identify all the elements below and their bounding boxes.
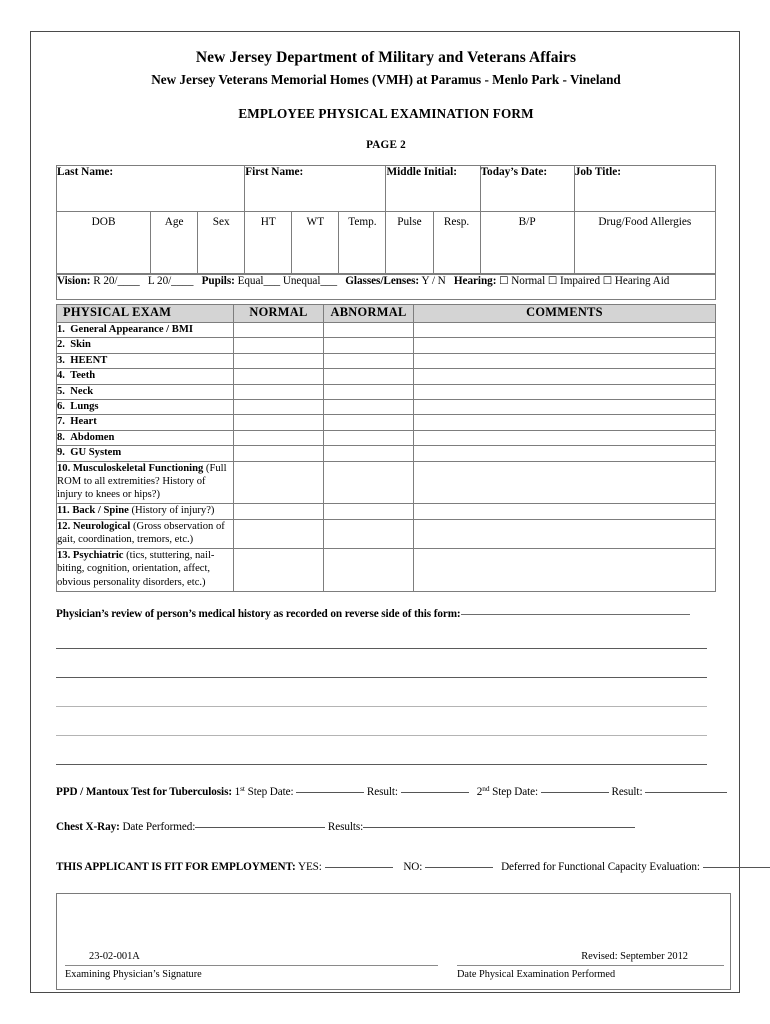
exam-row-label [57,430,234,445]
review-blank-line-5[interactable] [56,736,707,765]
fitness-no-input[interactable] [425,857,493,868]
exam-cell-abnormal[interactable] [324,504,414,519]
vision-right-value[interactable]: R 20/____ [93,275,140,287]
exam-cell-abnormal[interactable] [324,384,414,399]
exam-cell-comments[interactable] [414,353,716,368]
table-row [57,323,716,338]
exam-col-comments: COMMENTS [414,305,716,323]
exam-row-number: 11. [57,505,73,517]
exam-cell-comments[interactable] [414,415,716,430]
exam-row-name: Abdomen [70,431,115,443]
ppd-test-row [56,782,716,798]
exam-cell-normal[interactable] [234,338,324,353]
ppd-title: PPD / Mantoux Test for Tuberculosis: [56,786,232,799]
exam-cell-comments[interactable] [414,369,716,384]
exam-row-number: 13. [57,550,73,562]
vision-left-value[interactable]: L 20/____ [147,275,194,287]
exam-row-note: (Full ROM to all extremities? History of injury to knees or hips?) [57,462,227,500]
table-row [57,384,716,399]
exam-cell-normal[interactable] [234,415,324,430]
vitals-cell-sex[interactable]: Sex [198,212,245,274]
xray-results-input[interactable] [363,817,635,828]
first-name-field[interactable]: First Name: [245,166,386,212]
ppd-step1-label: 1st Step Date: [234,784,294,799]
exam-row-name: Back / Spine [72,505,129,517]
table-row [57,461,716,504]
ppd-result2-label: Result: [611,786,643,799]
exam-cell-normal[interactable] [234,549,324,592]
vitals-cell-pulse[interactable]: Pulse [386,212,433,274]
exam-row-name: General Appearance / BMI [70,324,193,335]
exam-row-name: Skin [70,339,91,351]
exam-cell-normal[interactable] [234,399,324,414]
exam-cell-abnormal[interactable] [324,430,414,445]
ppd-result1-label: Result: [366,786,398,799]
exam-col-label: PHYSICAL EXAM [57,305,234,323]
vision-label: Vision: [57,275,91,287]
exam-row-number: 10. [57,462,73,474]
review-blank-line-1[interactable] [56,620,707,649]
xray-title: Chest X-Ray: [56,821,120,834]
pupils-unequal-value[interactable]: Unequal___ [282,275,338,287]
hearing-normal-checkbox[interactable]: ☐ [499,275,509,287]
exam-cell-normal[interactable] [234,323,324,338]
exam-cell-abnormal[interactable] [324,446,414,461]
physician-review-label: Physician’s review of person’s medical history as recorded on reverse side of this form: [56,608,461,621]
exam-cell-normal[interactable] [234,430,324,445]
ppd-step2-date-input[interactable] [541,782,609,793]
table-row [57,504,716,519]
ppd-result1-input[interactable] [401,782,469,793]
exam-cell-normal[interactable] [234,353,324,368]
vitals-cell-allergies[interactable]: Drug/Food Allergies [574,212,715,274]
exam-row-label [57,369,234,384]
form-title: EMPLOYEE PHYSICAL EXAMINATION FORM [238,106,534,121]
exam-row-number: 6. [57,400,71,412]
exam-row-label [57,519,234,549]
fitness-yes-input[interactable] [325,857,393,868]
exam-row-number: 7. [57,416,71,428]
exam-cell-abnormal[interactable] [324,519,414,549]
vitals-cell-bp[interactable]: B/P [480,212,574,274]
physician-signature-line[interactable] [65,965,438,966]
xray-date-input[interactable] [195,817,325,828]
exam-cell-abnormal[interactable] [324,323,414,338]
table-row [57,166,716,212]
fitness-row [56,857,716,873]
exam-row-number: 8. [57,431,71,443]
ppd-step1-date-input[interactable] [296,782,364,793]
exam-cell-comments[interactable] [414,384,716,399]
revision-date: Revised: September 2012 [581,951,688,962]
table-row [57,275,716,300]
signature-box [56,893,731,990]
exam-row-label [57,504,234,519]
form-number: 23-02-001A [89,951,140,962]
exam-row-number: 4. [57,370,71,382]
exam-cell-comments[interactable] [414,323,716,338]
exam-cell-normal[interactable] [234,446,324,461]
exam-row-name: Lungs [70,400,99,412]
exam-row-name: GU System [70,447,122,459]
glasses-value[interactable]: Y / N [421,275,446,287]
exam-cell-abnormal[interactable] [324,338,414,353]
exam-row-name: Musculoskeletal Functioning [72,462,204,474]
identity-table [56,165,716,274]
hearing-aid-label: Hearing Aid [614,275,670,287]
xray-date-label: Date Performed: [122,821,196,834]
facility-subtitle: New Jersey Veterans Memorial Homes (VMH) at Paramus - Menlo Park - Vineland [151,72,621,87]
page-border [30,31,740,993]
exam-row-label [57,446,234,461]
vitals-cell-temp[interactable]: Temp. [339,212,386,274]
page-number-label: PAGE 2 [366,139,406,151]
exam-cell-normal[interactable] [234,519,324,549]
exam-date-label: Date Physical Examination Performed [457,969,616,981]
ppd-result2-input[interactable] [645,782,727,793]
hearing-normal-label: Normal [511,275,546,287]
exam-cell-abnormal[interactable] [324,399,414,414]
fitness-title: THIS APPLICANT IS FIT FOR EMPLOYMENT: [56,861,296,874]
exam-row-name: Neurological [72,520,131,532]
fitness-deferred-input[interactable] [703,857,770,868]
xray-results-label: Results: [327,821,364,834]
review-blank-line-2[interactable] [56,649,707,678]
vision-hearing-row [56,274,716,300]
exam-row-label [57,399,234,414]
agency-title: New Jersey Department of Military and Veterans Affairs [195,49,577,66]
hearing-label: Hearing: [453,275,497,287]
exam-row-number: 12. [57,520,73,532]
vitals-cell-age[interactable]: Age [151,212,198,274]
exam-row-name: Neck [70,385,94,397]
vitals-cell-ht[interactable]: HT [245,212,292,274]
table-row [57,353,716,368]
pupils-equal-value[interactable]: Equal___ [237,275,281,287]
table-row [57,369,716,384]
exam-cell-normal[interactable] [234,504,324,519]
exam-cell-normal[interactable] [234,461,324,504]
exam-cell-normal[interactable] [234,384,324,399]
exam-cell-comments[interactable] [414,430,716,445]
exam-cell-comments[interactable] [414,519,716,549]
review-blank-line-3[interactable] [56,678,707,707]
exam-cell-comments[interactable] [414,446,716,461]
exam-row-label [57,461,234,504]
exam-cell-comments[interactable] [414,504,716,519]
job-title-field[interactable]: Job Title: [574,166,715,212]
table-row [57,212,716,274]
exam-col-abnormal: ABNORMAL [324,305,414,323]
hearing-aid-checkbox[interactable]: ☐ [602,275,613,287]
exam-cell-abnormal[interactable] [324,549,414,592]
chest-xray-row [56,817,716,833]
vitals-cell-dob[interactable]: DOB [57,212,151,274]
hearing-impaired-label: Impaired [560,275,600,287]
fitness-no-label: NO: [403,861,423,874]
vitals-cell-resp[interactable]: Resp. [433,212,480,274]
table-row [57,338,716,353]
middle-initial-field[interactable]: Middle Initial: [386,166,480,212]
exam-row-note: (Gross observation of gait, coordination, tremors, etc.) [57,520,225,545]
exam-row-name: HEENT [70,354,108,366]
exam-date-line[interactable] [457,965,724,966]
fitness-yes-label: YES: [297,861,322,874]
exam-cell-normal[interactable] [234,369,324,384]
page-content [56,32,716,990]
exam-row-number: 9. [57,447,71,459]
exam-col-normal: NORMAL [234,305,324,323]
exam-row-label [57,353,234,368]
exam-cell-abnormal[interactable] [324,353,414,368]
last-name-field[interactable]: Last Name: [57,166,245,212]
fitness-deferred-label: Deferred for Functional Capacity Evaluation: [501,861,700,874]
review-blank-line-4[interactable] [56,707,707,736]
exam-cell-comments[interactable] [414,338,716,353]
vitals-cell-wt[interactable]: WT [292,212,339,274]
exam-row-label [57,384,234,399]
ppd-step2-label: 2nd Step Date: [476,784,539,799]
exam-cell-abnormal[interactable] [324,415,414,430]
exam-row-label [57,323,234,338]
physical-exam-table [56,304,716,592]
hearing-impaired-checkbox[interactable]: ☐ [547,275,558,287]
exam-cell-abnormal[interactable] [324,461,414,504]
exam-row-name: Teeth [70,370,96,382]
exam-row-note: (History of injury?) [128,505,215,517]
exam-row-name: Heart [70,416,97,428]
exam-row-number: 3. [57,354,71,366]
exam-row-name: Psychiatric [72,550,124,562]
table-row [57,399,716,414]
exam-row-note: (tics, stuttering, nail-biting, cognition, orientation, affect, obvious personality disorders, etc.) [57,550,215,588]
table-row [57,549,716,592]
table-header-row [57,305,716,323]
pupils-label: Pupils: [201,275,235,287]
table-row [57,446,716,461]
exam-row-label [57,549,234,592]
exam-row-number: 5. [57,385,71,397]
exam-cell-abnormal[interactable] [324,369,414,384]
todays-date-field[interactable]: Today’s Date: [480,166,574,212]
table-row [57,415,716,430]
exam-row-label [57,338,234,353]
physician-review-input[interactable] [461,614,690,615]
exam-row-label [57,415,234,430]
physician-review-block [56,608,716,620]
exam-cell-comments[interactable] [414,461,716,504]
glasses-label: Glasses/Lenses: [345,275,420,287]
exam-row-number: 2. [57,339,71,351]
exam-cell-comments[interactable] [414,399,716,414]
exam-cell-comments[interactable] [414,549,716,592]
physician-signature-label: Examining Physician’s Signature [65,969,202,981]
table-row [57,430,716,445]
table-row [57,519,716,549]
exam-row-number: 1. [57,324,71,335]
